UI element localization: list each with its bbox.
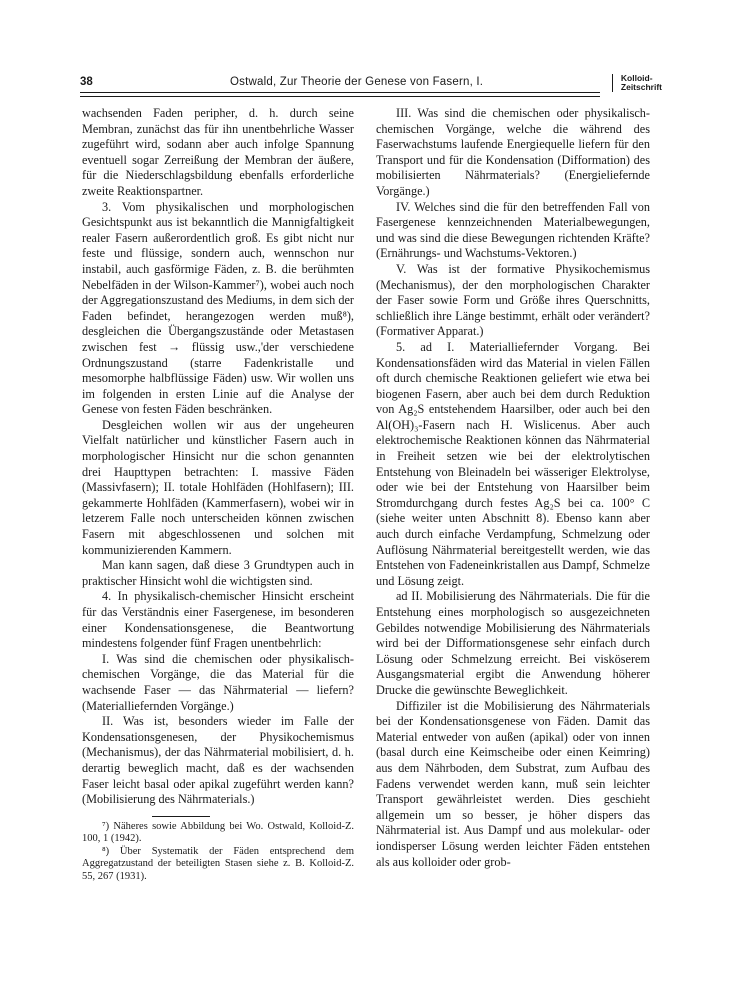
paragraph: Diffiziler ist die Mobilisierung des Nährmaterials bei der Kondensationsgenese von Fäden. Damit das Material entweder von außen (apikal) oder von innen (basal durch eine Keimscheibe oder einen Keimring) aus dem Nährboden, dem Substrat, zum Aufbau des Fadens verwendet werden kann, muß sein leichter Transport gewährleistet werden. Dies geschieht allgemein um so besser, je höher dispers das Nährmaterial ist. Aus Dampf und aus molekular- oder iondisperser Lösung werden leichter Fäden entstehen als aus kolloider oder grob- <box>376 698 650 869</box>
paragraph: wachsenden Faden peripher, d. h. durch seine Membran, zunächst das für ihn unentbehrliche Wasser zugeführt wird, sodann aber auch infolge Spannung eventuell sogar Zerreißung der Membran der äußere, für die Niederschlagsbildung ebenfalls erforderliche zweite Reaktionspartner. <box>82 106 354 198</box>
paragraph: Desgleichen wollen wir aus der ungeheuren Vielfalt natürlicher und künstlicher Fasern auch in morphologischer Hinsicht nur die schon genannten drei Haupttypen betrachten: I. massive Fäden (Massivfasern); II. totale Hohlfäden (Hohlfasern); III. gekammerte Hohlfäden (Kammerfasern), wobei wir in letzerem Falle noch unterscheiden können zwischen Fasern mit abgeschlossenen und solchen mit kommunizierenden Kammern. <box>82 417 354 557</box>
right-column <box>376 106 650 870</box>
footnote-rule <box>152 816 210 817</box>
paragraph: Man kann sagen, daß diese 3 Grundtypen auch in praktischer Hinsicht wohl die wichtigsten sind. <box>82 558 354 588</box>
header-rule <box>80 92 600 97</box>
paragraph: V. Was ist der formative Physikochemismus (Mechanismus), der den morphologischen Charakter der Faser sowie Form und Größe ihres Querschnitts, schließlich ihre Länge bestimmt, erhält oder verändert? (Formativer Apparat.) <box>376 261 650 339</box>
paragraph: 3. Vom physikalischen und morphologischen Gesichtspunkt aus ist bekanntlich die Mannigfaltigkeit realer Fasern außerordentlich groß. Es gibt nicht nur feste und flüssige, sondern auch, wennschon nur instabil, auch gasförmige Fäden, z. B. die berühmten Nebelfäden in der Wilson-Kammer⁷), wobei auch noch der Aggregationszustand des Mediums, in dem sich der Faden befindet, herangezogen werden muß⁸), desgleichen die Übergangszustände oder Metastasen zwischen fest → flüssig usw.,'der verschiedene Ordnungszustand (starre Fadenkristalle und mesomorphe halbflüssige Fäden) usw. Wir wollen uns im folgenden in ersten Linie auf die Analyse der Genese von festen Fäden beschränken. <box>82 199 354 417</box>
journal-name-line2: Zeitschrift <box>620 82 662 92</box>
paragraph: ad II. Mobilisierung des Nährmaterials. Die für die Entstehung eines morphologisch so ausgezeichneten Gebildes notwendige Mobilisierung des Nährmaterials wird bei der Difformationsgenese sehr einfach durch Lösung oder Schmelzung erreicht. Bei visköserem Ausgangsmaterial ergibt die Anwendung höherer Drucke die gewünschte Beweglichkeit. <box>376 589 650 697</box>
page-number: 38 <box>80 76 93 88</box>
paragraph: 4. In physikalisch-chemischer Hinsicht erscheint für das Verständnis einer Fasergenese, im besonderen einer Kondensationsgenese, die Beantwortung mindestens folgender fünf Fragen unentbehrlich: <box>82 589 354 651</box>
paragraph: 5. ad I. Materialliefernder Vorgang. Bei Kondensationsfäden wird das Material in vielen Fällen oft durch chemische Reaktionen geliefert wie etwa bei biogenen Fasern, aber auch bei dem durch Reduktion von Ag₂S entstehendem Haarsilber, oder auch bei den Al(OH)₃-Fasern nach H. Wislicenus. Aber auch elektrochemische Reaktionen können das Nährmaterial in Freiheit setzen wie bei der elektrolytischen Entstehung von Bleinadeln bei wässeriger Elektrolyse, oder wie bei der Entstehung von Haarsilber beim Stromdurchgang durch festes Ag₂S bei ca. 100° C (siehe weiter unten Abschnitt 8). Ebenso kann aber auch durch einfache Verdampfung, Schmelzung oder Auflösung Nährmaterial bereitgestellt werden, wie das Entstehen von Fadeneinkristallen aus Dampf, Schmelze und Lösung zeigt. <box>376 339 650 588</box>
footnote: ⁷) Näheres sowie Abbildung bei Wo. Ostwald, Kolloid-Z. 100, 1 (1942). <box>82 820 354 845</box>
footnote: ⁸) Über Systematik der Fäden entsprechend dem Aggregatzustand der beteiligten Stasen siehe z. B. Kolloid-Z. 55, 267 (1931). <box>82 845 354 882</box>
left-column <box>82 106 354 883</box>
paragraph: IV. Welches sind die für den betreffenden Fall von Fasergenese kennzeichnenden Materialbewegungen, und was sind die diese Bewegungen richtenden Kräfte? (Ernährungs- und Wachstums-Vektoren.) <box>376 199 650 261</box>
running-title: Ostwald, Zur Theorie der Genese von Fasern, I. <box>230 76 484 88</box>
journal-name-line1: Kolloid- <box>620 73 653 83</box>
paragraph: II. Was ist, besonders wieder im Falle der Kondensationsgenesen, der Physikochemismus (Mechanismus), der das Nährmaterial mobilisiert, d. h. derartig beweglich macht, daß es der wachsenden Faser leicht basal oder apikal zugeführt werden kann? (Mobilisierung des Nährmaterials.) <box>82 714 354 807</box>
paragraph: III. Was sind die chemischen oder physikalisch-chemischen Vorgänge, welche die während des Faserwachstums laufende Energiequelle liefern für den Transport und für die Kondensation (Difformation) des mobilisierten Nährmaterials? (Energieliefernde Vorgänge.) <box>376 106 650 198</box>
paragraph: I. Was sind die chemischen oder physikalisch-chemischen Vorgänge, die das Material für die wachsende Faser — das Nährmaterial — liefern? (Materialliefernden Vorgänge.) <box>82 651 354 713</box>
journal-name <box>612 74 662 92</box>
